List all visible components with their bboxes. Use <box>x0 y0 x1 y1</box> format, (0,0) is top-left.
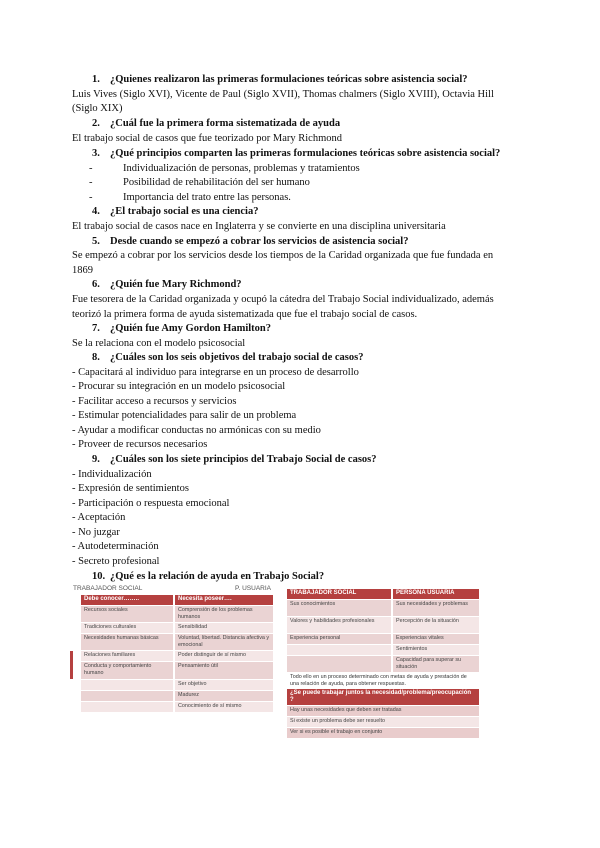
question-1: 1. ¿Quienes realizaron las primeras formulaciones teóricas sobre asistencia social? <box>92 74 468 85</box>
table-row: Conducta y comportamiento humano Pensamiento útil <box>73 662 273 679</box>
table-row: Necesidades humanas básicas Voluntad, libertad. Distancia afectiva y emocional <box>73 634 273 650</box>
answer-6-line-2: teorizó la primera forma de ayuda sistematizada que fue el trabajo social de casos. <box>72 309 418 320</box>
answer-1-line-2: (Siglo XIX) <box>72 103 123 114</box>
table-row: Madurez <box>73 691 273 701</box>
question-2: 2. ¿Cuál fue la primera forma sistematizada de ayuda <box>92 118 341 129</box>
table-row: Tradiciones culturales Sensibilidad <box>73 623 273 633</box>
question-6: 6. ¿Quién fue Mary Richmond? <box>92 279 242 290</box>
table-row: Sus conocimientos Sus necesidades y problemas <box>287 600 479 616</box>
table-row: Conocimiento de sí mismo <box>73 702 273 712</box>
answer-9-item: - Autodeterminación <box>72 541 159 552</box>
table-row: Capacidad para superar su situación <box>287 656 479 672</box>
answer-9-item: - Secreto profesional <box>72 556 160 567</box>
right-table-header: TRABAJADOR SOCIAL PERSONA USUARIA <box>287 589 479 599</box>
answer-9-item: - Expresión de sentimientos <box>72 483 189 494</box>
table-row: Sentimientos <box>287 645 479 655</box>
answer-8-item: - Proveer de recursos necesarios <box>72 439 208 450</box>
answer-9-item: - Individualización <box>72 469 152 480</box>
figure-right-panel <box>287 584 479 774</box>
answer-8-item: - Capacitará al individuo para integrarse en un proceso de desarrollo <box>72 367 359 378</box>
answer-3-item: - Importancia del trato entre las personas. <box>89 192 291 203</box>
answer-7: Se la relaciona con el modelo psicosocial <box>72 338 246 349</box>
relationship-figure <box>73 584 481 774</box>
figure-left-panel <box>73 584 273 774</box>
answer-5-line-2: 1869 <box>72 265 93 276</box>
question-3: 3. ¿Qué principios comparten las primeras formulaciones teóricas sobre asistencia social? <box>92 148 501 159</box>
question-10: 10. ¿Qué es la relación de ayuda en Trabajo Social? <box>92 571 325 582</box>
table-row: Relaciones familiares Poder distinguir de sí mismo <box>73 651 273 661</box>
answer-4: El trabajo social de casos nace en Inglaterra y se convierte en una disciplina universitaria <box>72 221 446 232</box>
table-row: Ser objetivo <box>73 680 273 690</box>
answer-6-line-1: Fue tesorera de la Caridad organizada y ocupó la cátedra del Trabajo Social individualizado, además <box>72 294 494 305</box>
answer-8-item: - Ayudar a modificar conductas no armónicas con su medio <box>72 425 321 436</box>
answer-5-line-1: Se empezó a cobrar por los servicios desde los tiempos de la Caridad organizada que fue fundada en <box>72 250 494 261</box>
answer-3-item: - Individualización de personas, problemas y tratamientos <box>89 163 360 174</box>
figure-note: Todo ello en un proceso determinado con metas de ayuda y prestación de una relación de ayuda, para obtener respuestas. <box>290 674 467 687</box>
answer-1-line-1: Luis Vives (Siglo XVI), Vicente de Paul (Siglo XVII), Thomas chalmers (Siglo XVIII), Octavia Hill <box>72 89 494 100</box>
answer-8-item: - Procurar su integración en un modelo psicosocial <box>72 381 286 392</box>
question-4: 4. ¿El trabajo social es una ciencia? <box>92 206 259 217</box>
answer-2: El trabajo social de casos que fue teorizado por Mary Richmond <box>72 133 342 144</box>
answer-8-item: - Facilitar acceso a recursos y servicios <box>72 396 237 407</box>
left-table-header: Debe conocer…….. Necesita poseer…. <box>73 595 273 605</box>
answer-9-item: - No juzgar <box>72 527 120 538</box>
table-row: Ver si es posible el trabajo en conjunto <box>287 728 479 738</box>
answer-9-item: - Participación o respuesta emocional <box>72 498 230 509</box>
table-row: Hay unas necesidades que deben ser tratadas <box>287 706 479 716</box>
figure-left-header: TRABAJADOR SOCIAL P. USUARIA <box>73 585 271 592</box>
table-row: Experiencia personal Experiencias vitales <box>287 634 479 644</box>
table-row: Valores y habilidades profesionales Percepción de la situación <box>287 617 479 633</box>
answer-3-item: - Posibilidad de rehabilitación del ser humano <box>89 177 310 188</box>
question-header: ¿Se puede trabajar juntos la necesidad/problema/preocupación ? <box>287 689 479 705</box>
table-row: Recursos sociales Comprensión de los problemas humanos <box>73 606 273 622</box>
question-8: 8. ¿Cuáles son los seis objetivos del trabajo social de casos? <box>92 352 364 363</box>
right-table <box>287 589 479 774</box>
answer-9-item: - Aceptación <box>72 512 126 523</box>
question-7: 7. ¿Quién fue Amy Gordon Hamilton? <box>92 323 272 334</box>
answer-8-item: - Estimular potencialidades para salir de un problema <box>72 410 297 421</box>
left-table <box>73 595 273 774</box>
accent-marker <box>70 651 73 679</box>
table-row: Si existe un problema debe ser resuelto <box>287 717 479 727</box>
question-9: 9. ¿Cuáles son los siete principios del Trabajo Social de casos? <box>92 454 377 465</box>
question-5: 5. Desde cuando se empezó a cobrar los servicios de asistencia social? <box>92 236 409 247</box>
